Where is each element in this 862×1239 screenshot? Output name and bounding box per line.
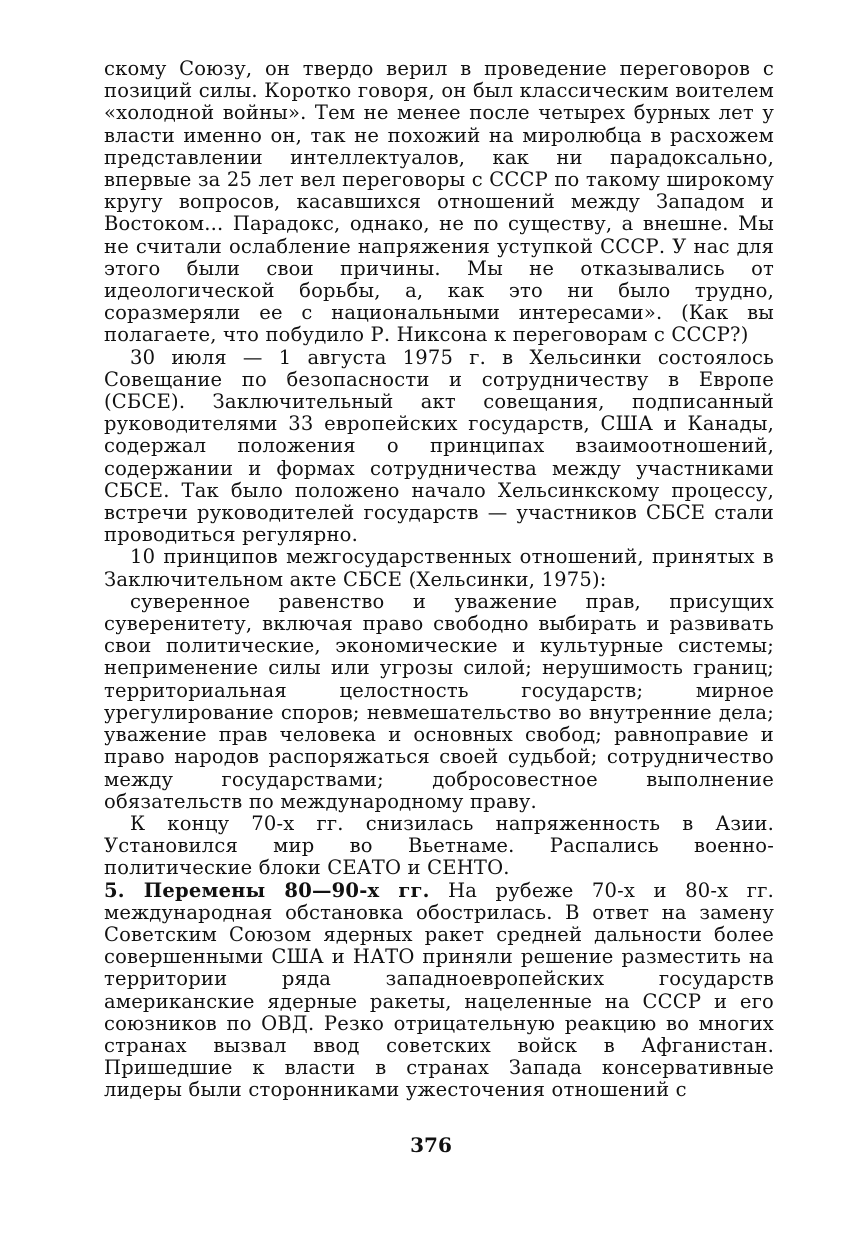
page-number: 376: [410, 1133, 452, 1157]
paragraph-nixon-quote: скому Союзу, он твердо верил в проведение переговоров с позиций силы. Коротко говоря, он был классическим воителем «холодной войны». Тем не менее после четырех бурных лет у власти именно он, так не похожий на миролюбца в расхожем представлении интеллектуалов, как ни парадоксально, впервые за 25 лет вел переговоры с СССР по такому широкому кругу вопросов, касавшихся отношений между Западом и Востоком... Парадокс, однако, не по существу, а внешне. Мы не считали ослабление напряжения уступкой СССР. У нас для этого были свои причины. Мы не отказывались от идеологической борьбы, а, как это ни было трудно, соразмеряли ее с национальными интересами». (Как вы полагаете, что побудило Р. Никсона к переговорам с СССР?): [104, 57, 774, 347]
section-heading: 5. Перемены 80—90-х гг.: [104, 878, 430, 902]
paragraph-section-5: [104, 880, 774, 1102]
paragraph-asia-tension: К концу 70-х гг. снизилась напряженность в Азии. Установился мир во Вьетнаме. Распались военно-политические блоки СЕАТО и СЕНТО.: [104, 811, 774, 880]
paragraph-ten-principles-intro: 10 принципов межгосударственных отношений, принятых в Заключительном акте СБСЕ (Хельсинки, 1975):: [104, 545, 774, 591]
paragraph-helsinki-conference: 30 июля — 1 августа 1975 г. в Хельсинки состоялось Совещание по безопасности и сотрудничеству в Европе (СБСЕ). Заключительный акт совещания, подписанный руководителями 33 европейских государств, США и Канады, содержал положения о принципах взаимоотношений, содержании и формах сотрудничества между участниками СБСЕ. Так было положено начало Хельсинкскому процессу, встречи руководителей государств — участников СБСЕ стали проводиться регулярно.: [104, 345, 774, 547]
page-body: [104, 58, 774, 1102]
paragraph-ten-principles-list: суверенное равенство и уважение прав, присущих суверенитету, включая право свободно выбирать и развивать свои политические, экономические и культурные системы; неприменение силы или угрозы силой; нерушимость границ; территориальная целостность государств; мирное урегулирование споров; невмешательство во внутренние дела; уважение прав человека и основных свобод; равноправие и право народов распоряжаться своей судьбой; сотрудничество между государствами; добросовестное выполнение обязательств по международному праву.: [104, 589, 774, 813]
section-5-text: На рубеже 70-х и 80-х гг. международная обстановка обострилась. В ответ на замену Советским Союзом ядерных ракет средней дальности более совершенными США и НАТО приняли решение разместить на территории ряда западноевропейских государств американские ядерные ракеты, нацеленные на СССР и его союзников по ОВД. Резко отрицательную реакцию во многих странах вызвал ввод советских войск в Афганистан. Пришедшие к власти в странах Запада консервативные лидеры были сторонниками ужесточения отношений с: [104, 878, 775, 1102]
